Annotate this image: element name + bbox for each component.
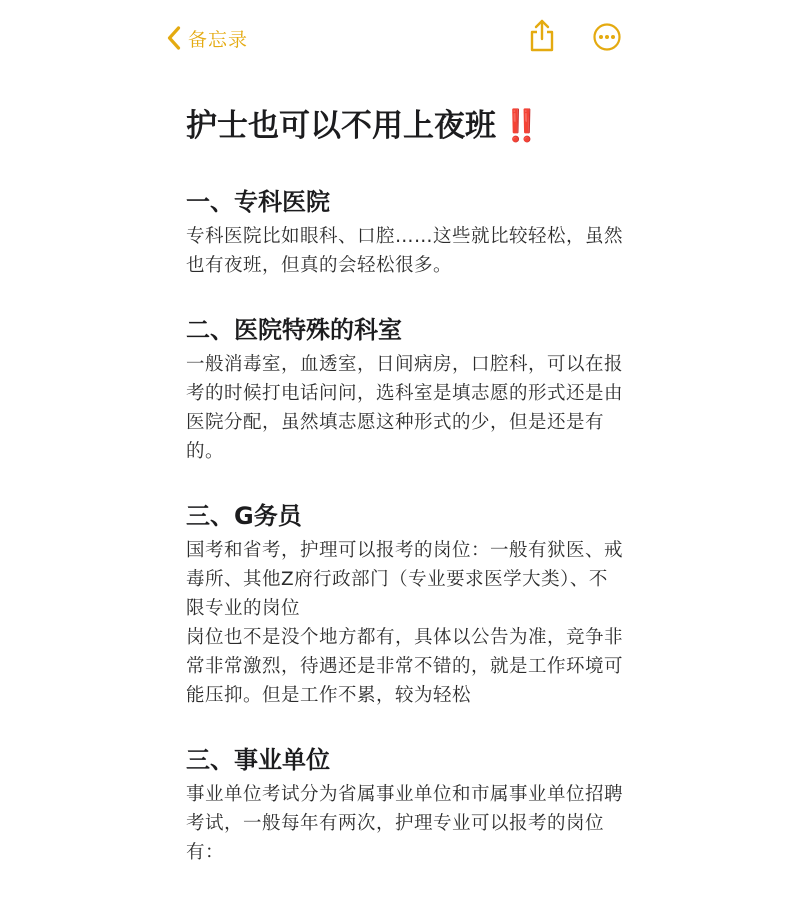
section-heading: 三、G务员 (186, 502, 302, 530)
note-body[interactable] (186, 104, 626, 901)
back-button-label: 备忘录 (188, 28, 249, 51)
note-title (186, 104, 626, 148)
chevron-left-icon (166, 25, 182, 51)
section-heading: 三、事业单位 (186, 746, 330, 774)
navigation-bar (0, 0, 800, 76)
more-options-button[interactable] (592, 22, 622, 52)
share-button[interactable] (526, 18, 558, 54)
section-paragraph: 专科医院比如眼科、口腔……这些就比较轻松，虽然也有夜班，但真的会轻松很多。 (186, 226, 624, 276)
section-heading: 一、专科医院 (186, 188, 330, 216)
share-icon (526, 39, 558, 58)
double-exclamation-mark: ‼️ (502, 108, 541, 144)
section-specialty-hospital (186, 186, 626, 280)
section-paragraph: 国考和省考，护理可以报考的岗位：一般有狱医、戒毒所、其他Z府行政部门（专业要求医学大类）、不限专业的岗位 (186, 540, 624, 619)
section-paragraph: 事业单位考试分为省属事业单位和市属事业单位招聘考试，一般每年有两次，护理专业可以报考的岗位有： (186, 784, 624, 863)
section-civil-servant (186, 500, 626, 710)
section-heading: 二、医院特殊的科室 (186, 316, 402, 344)
ellipsis-circle-icon (592, 37, 622, 56)
section-special-departments (186, 314, 626, 466)
section-public-institution (186, 744, 626, 867)
section-paragraph: 一般消毒室，血透室，日间病房，口腔科，可以在报考的时候打电话问问，选科室是填志愿的形式还是由医院分配，虽然填志愿这种形式的少，但是还是有的。 (186, 354, 624, 462)
section-paragraph: 岗位也不是没个地方都有，具体以公告为准，竞争非常非常激烈，待遇还是非常不错的，就是工作环境可能压抑。但是工作不累，较为轻松 (186, 627, 624, 706)
note-title-text: 护士也可以不用上夜班 (186, 108, 496, 144)
back-button[interactable] (166, 22, 248, 54)
